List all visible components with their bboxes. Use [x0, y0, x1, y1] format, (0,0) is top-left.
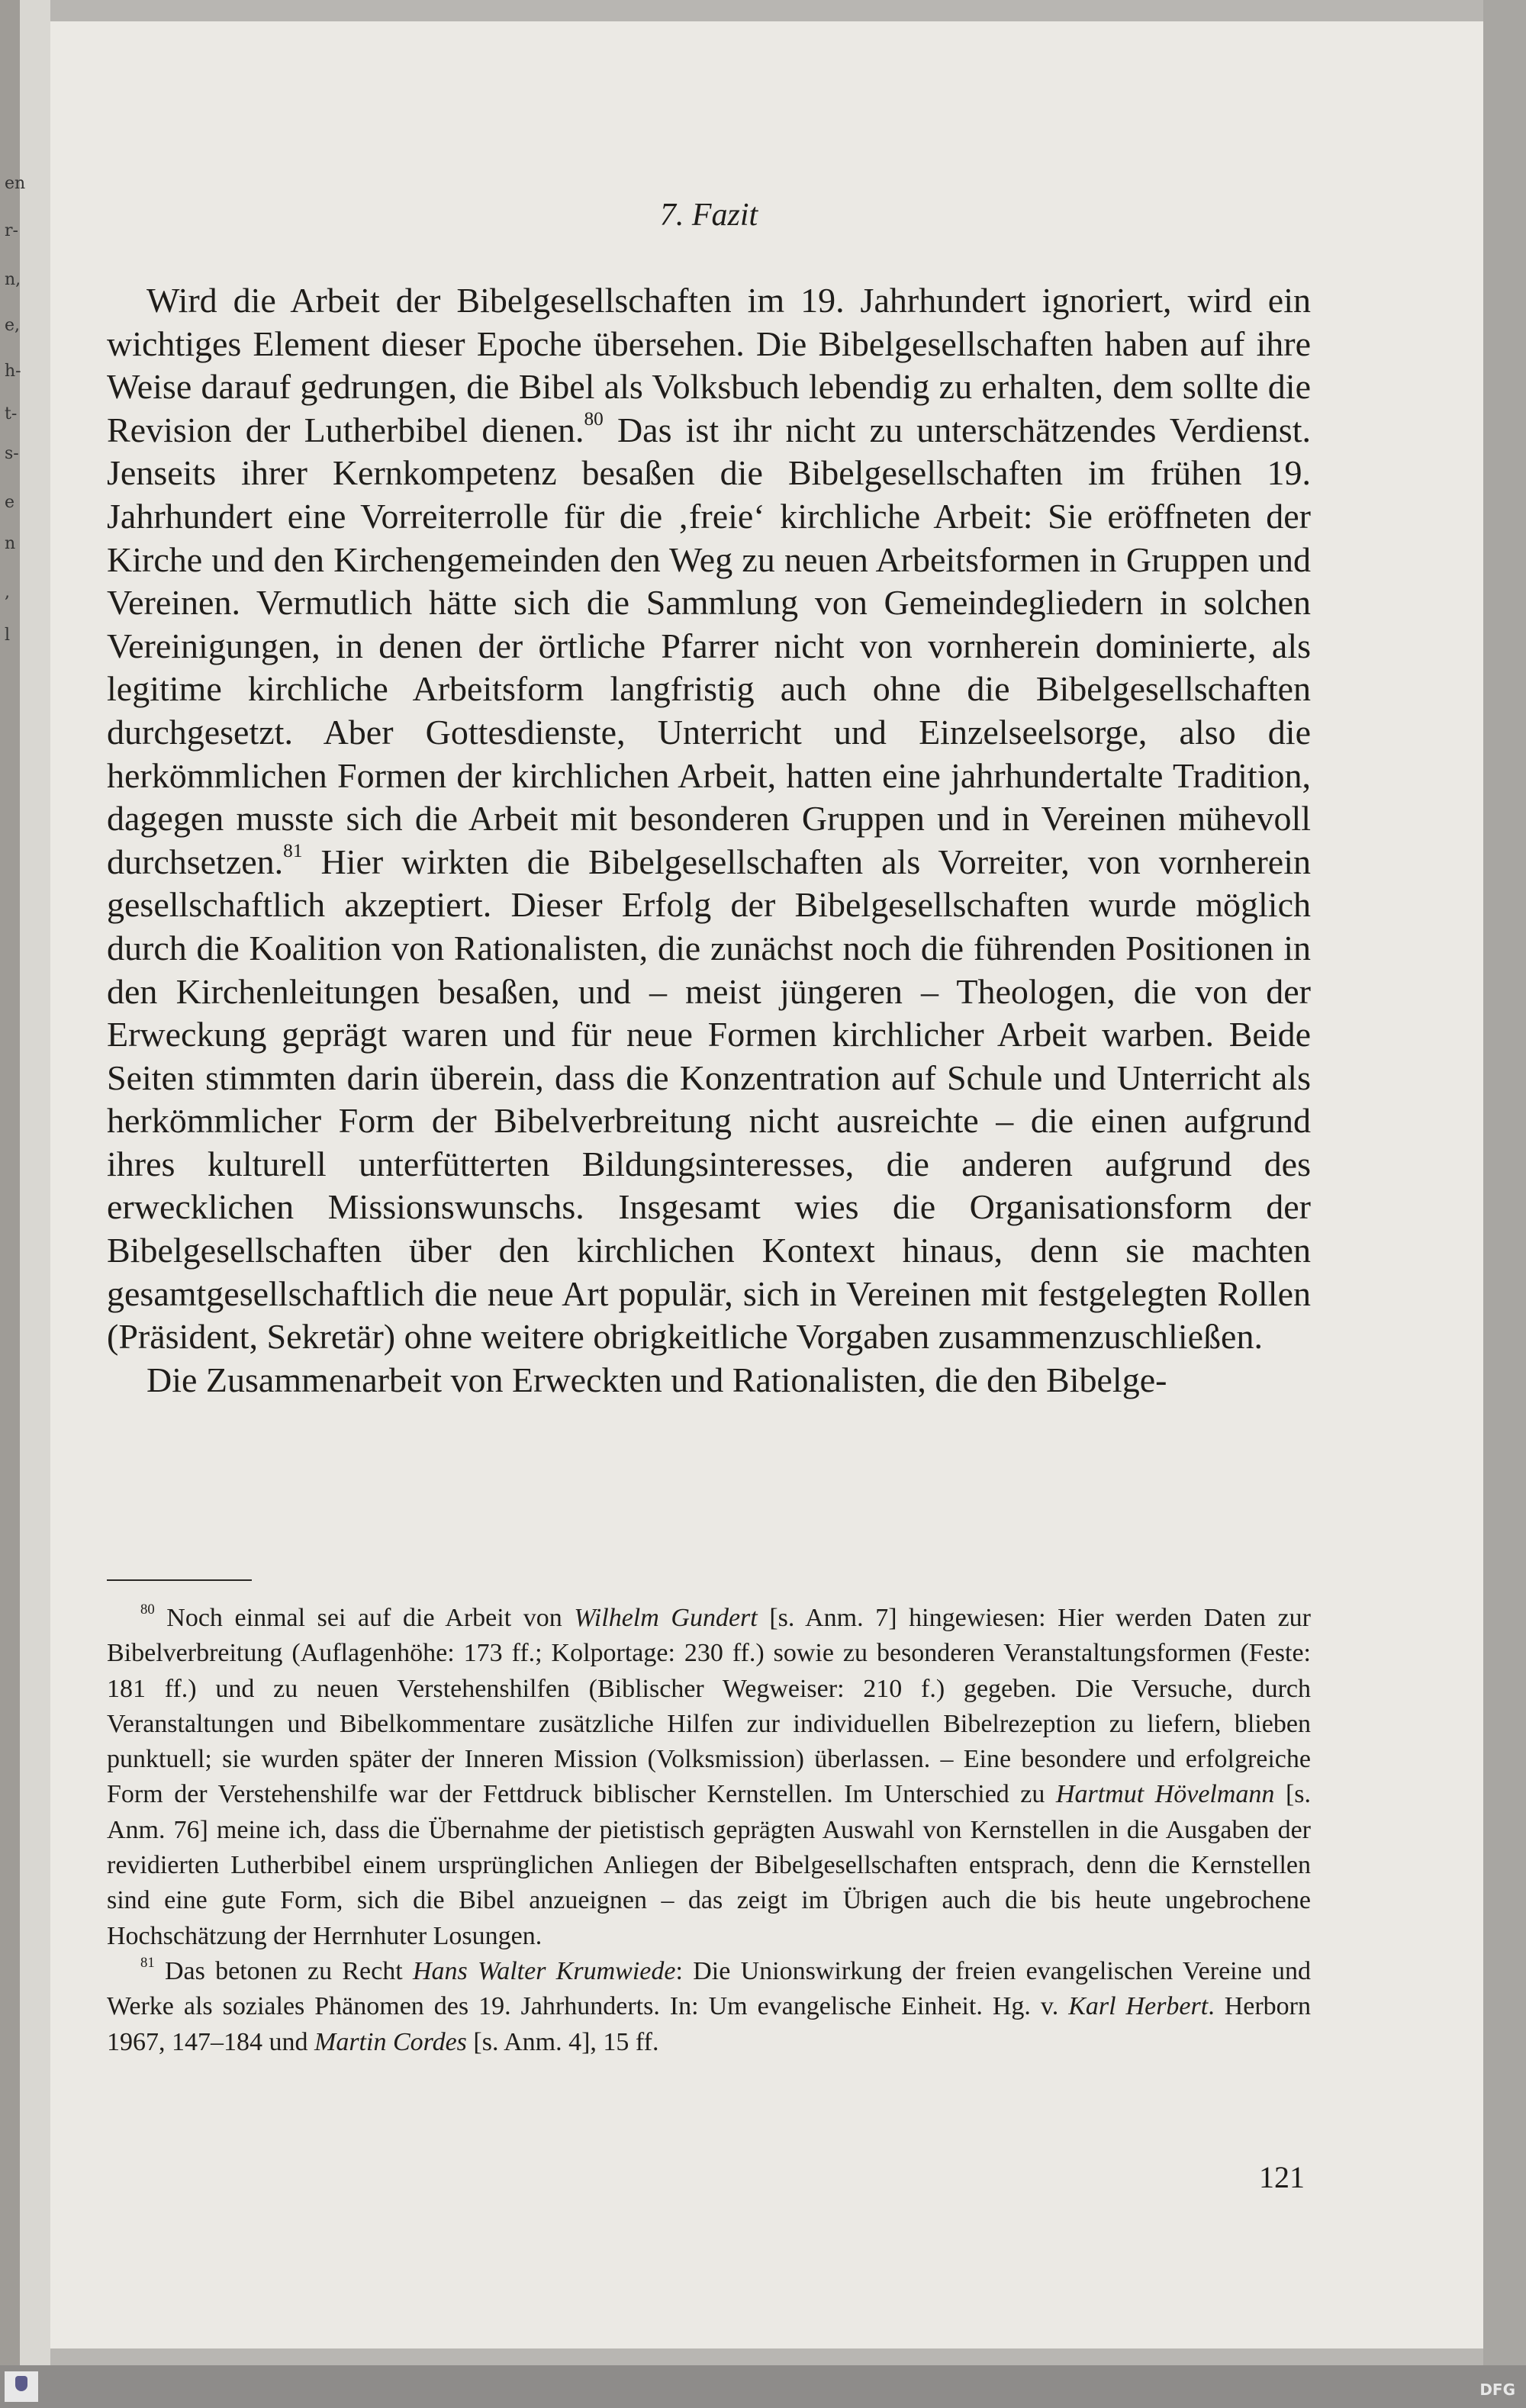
- footnote-ref-80[interactable]: 80: [584, 408, 604, 430]
- library-logo-icon: [5, 2371, 38, 2402]
- viewer-footer: [0, 2365, 1526, 2408]
- margin-fragment: l: [5, 626, 11, 645]
- margin-fragment: t-: [5, 404, 18, 423]
- margin-fragment: ,: [5, 583, 10, 602]
- footnotes: [107, 1601, 1311, 2060]
- margin-fragment: e,: [5, 316, 21, 335]
- author-name: Wilhelm Gundert: [574, 1604, 758, 1632]
- page-number: 121: [1259, 2160, 1305, 2194]
- margin-fragment: en: [5, 174, 26, 193]
- section-heading: 7. Fazit: [659, 198, 758, 233]
- author-name: Karl Herbert: [1068, 1992, 1209, 2021]
- footnote-separator: [107, 1579, 252, 1581]
- author-name: Martin Cordes: [314, 2027, 467, 2056]
- margin-fragment: s-: [5, 444, 19, 463]
- margin-fragment: h-: [5, 362, 21, 381]
- footnote-ref-81[interactable]: 81: [283, 840, 303, 862]
- margin-fragment: e: [5, 493, 15, 512]
- paragraph-2: Die Zusammenarbeit von Erweckten und Rationalisten, die den Bibelge-: [146, 1360, 1167, 1399]
- main-text: [107, 279, 1311, 1402]
- paragraph-1: Wird die Arbeit der Bibelgesellschaften im 19. Jahrhundert ignoriert, wird ein wichtiges Element dieser Epoche übersehen. Die Bibelgesellschaften haben auf ihre Weise darauf gedrungen, die Bibel als Volksbuch lebendig zu erhalten, dem sollte die Revision der Lutherbibel dienen.$^{80}$ Das ist ihr nicht zu unterschätzendes Verdienst. Jenseits ihrer Kernkompetenz besaßen die Bibelgesellschaften im frühen 19. Jahrhundert eine Vorreiterrolle für die ‚freie‘ kirchliche Arbeit: Sie eröffneten der Kirche und den Kirchengemeinden den Weg zu neuen Arbeitsformen in Gruppen und Vereinen. Vermutlich hätte sich die Sammlung von Gemeindegliedern in solchen Vereinigungen, in denen der örtliche Pfarrer nicht von vornherein dominierte, als legitime kirchliche Arbeitsform langfristig auch ohne die Bibelgesellschaften durchgesetzt. Aber Gottesdienste, Unterricht und Einzelseelsorge, also die herkömmlichen Formen der kirchlichen Arbeit, hatten eine jahrhundertalte Tradition, dagegen musste sich die Arbeit mit besonderen Gruppen und in Vereinen mühevoll durchsetzen.$^{81}$ Hier wirkten die Bibelgesellschaften als Vorreiter, von vornherein gesellschaftlich akzeptiert. Dieser Erfolg der Bibelgesellschaften wurde möglich durch die Koalition von Rationalisten, die zunächst noch die führenden Positionen in den Kirchenleitungen besaßen, und – meist jüngeren – Theologen, die von der Erweckung geprägt waren und für neue Formen kirchlicher Arbeit warben. Beide Seiten stimmten darin überein, dass die Konzentration auf Schule und Unterricht als herkömmlicher Form der Bibelverbreitung nicht ausreichte – die einen aufgrund ihres kulturell unterfütterten Bildungsinteresses, die anderen aufgrund des erwecklichen Missionswunschs. Insgesamt wies die Organisationsform der Bibelgesellschaften über den kirchlichen Kontext hinaus, denn sie machten gesamtgesellschaftlich die neue Art populär, sich in Vereinen mit festgelegten Rollen (Präsident, Sekretär) ohne weitere obrigkeitliche Vorgaben zusammenzuschließen.: [107, 281, 1311, 1357]
- author-name: Hans Walter Krumwiede: [412, 1956, 676, 1985]
- footnote-81: $^{81}$ Das betonen zu Recht Hans Walter Krumwiede: Die Unionswirkung der freien evangelischen Vereine und Werke als soziales Phänomen des 19. Jahrhunderts. In: Um evangelische Einheit. Hg. v. Karl Herbert. Herborn 1967, 147–184 und Martin Cordes [s. Anm. 4], 15 ff.: [107, 1954, 1311, 2056]
- footnote-number: 80: [140, 1601, 155, 1618]
- margin-fragment: n: [5, 534, 16, 553]
- footnote-number: 81: [140, 1954, 155, 1971]
- margin-fragment: n,: [5, 270, 21, 289]
- dfg-logo: DFG: [1479, 2381, 1515, 2399]
- footnote-80: $^{80}$ Noch einmal sei auf die Arbeit von Wilhelm Gundert [s. Anm. 7] hingewiesen: Hier werden Daten zur Bibelverbreitung (Auflagenhöhe: 173 ff.; Kolportage: 230 ff.) sowie zu besonderen Veranstaltungsformen (Feste: 181 ff.) und zu neuen Verstehenshilfen (Biblischer Wegweiser: 210 f.) gegeben. Die Versuche, durch Veranstaltungen und Bibelkommentare zusätzliche Hilfen zur individuellen Bibelrezeption zu liefern, blieben punktuell; sie wurden später der Inneren Mission (Volksmission) überlassen. – Eine besondere und erfolgreiche Form der Verstehenshilfe war der Fettdruck biblischer Kernstellen. Im Unterschied zu Hartmut Hövelmann [s. Anm. 76] meine ich, dass die Übernahme der pietistisch geprägten Auswahl von Kernstellen in die Ausgaben der revidierten Lutherbibel einem ursprünglichen Anliegen der Bibelgesellschaften entsprach, denn die Kernstellen sind eine gute Form, sich die Bibel anzueignen – das zeigt im Übrigen auch die bis heute ungebrochene Hochschätzung der Herrnhuter Losungen.: [107, 1601, 1311, 1950]
- author-name: Hartmut Hövelmann: [1055, 1780, 1275, 1809]
- margin-fragment: r-: [5, 221, 18, 240]
- book-spine: [0, 0, 20, 2365]
- scan-right-edge: [1483, 0, 1526, 2365]
- previous-page-edge: [20, 0, 50, 2365]
